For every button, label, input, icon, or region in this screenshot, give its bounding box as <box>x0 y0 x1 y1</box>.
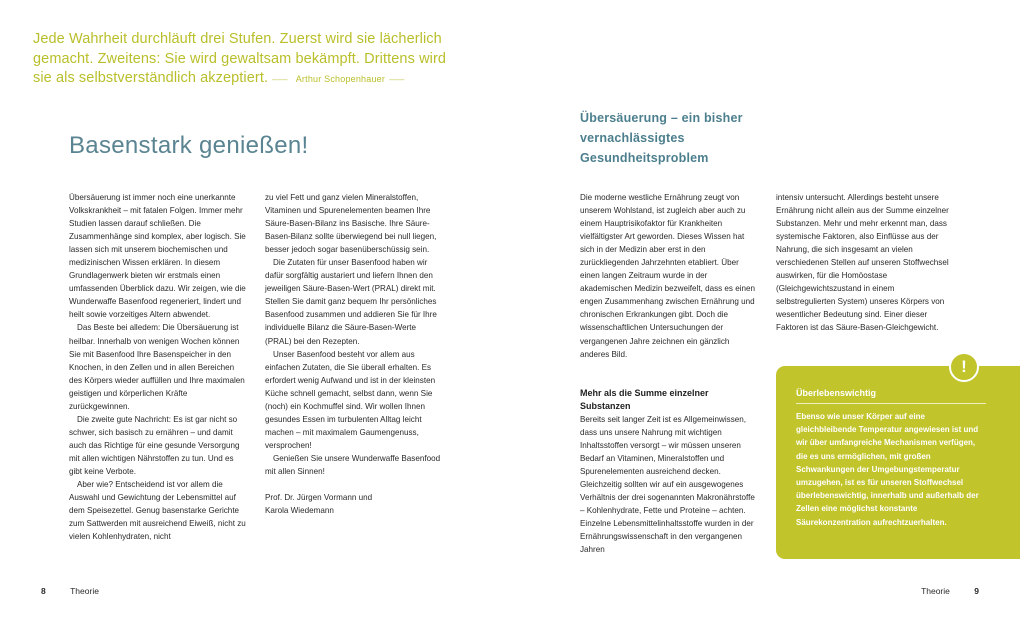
paragraph: Die Zutaten für unser Basenfood haben wir dafür sorgfältig austariert und liefern Ihnen den jeweiligen Säure-Basen-Wert (PRAL) direkt mit. Stellen Sie damit ganz bequem Ihr persönliches Basenfood zusammen und addieren Sie für Ihre individuelle Bilanz die Säure-Basen-Werte (PRAL) bei den Rezepten. <box>265 258 437 346</box>
footer-left <box>41 586 99 596</box>
right-column-1 <box>580 191 758 361</box>
info-box-text: Ebenso wie unser Körper auf eine gleichbleibende Temperatur angewiesen ist und wir über umfangreiche Mechanismen verfügen, die es uns ermöglichen, mit großen Schwankungen der Umgebungstemperatur umzugehen, ist es für unseren Stoffwechsel überlebenswichtig, innerhalb und außerhalb der Zellen eine möglichst konstante Säurekonzentration aufrechtzuerhalten. <box>796 412 979 527</box>
quote-dash-right: ––– <box>389 74 405 84</box>
quote-author: Arthur Schopenhauer <box>295 74 386 84</box>
paragraph: Die zweite gute Nachricht: Es ist gar nicht so schwer, sich basisch zu ernähren – und damit auch das Richtige für eine gesunde Versorgung mit allen wichtigen Nährstoffen zu tun. Und es gibt keine Verbote. <box>69 414 240 476</box>
right-column-2 <box>776 191 954 335</box>
page-number-left: 8 <box>41 586 46 596</box>
paragraph: Aber wie? Entscheidend ist vor allem die Auswahl und Gewichtung der Lebensmittel auf dem Speisezettel. Genug basenstarke Gerichte zum Sattwerden mit ausreichend Eiweiß, nicht zu vielen Kohlenhydraten, nicht <box>69 480 246 542</box>
paragraph: Die moderne westliche Ernährung zeugt von unserem Wohlstand, ist zugleich aber auch zu einem Hauptrisikofaktor für Krankheiten vielfältigster Art geworden. Dieses Wissen hat sich in der Medizin aber erst in den zurückliegenden Jahrzehnten etabliert. Über einen langen Zeitraum wurde in der akademischen Medizin bezweifelt, dass es einen engen Zusammenhang zwischen Ernährung und chronischen Erkrankungen gibt. Doch die wissenschaftlichen Untersuchungen der vergangenen Jahre zeichnen ein gänzlich anderes Bild. <box>580 193 756 359</box>
info-box-content <box>796 388 986 529</box>
paragraph: Bereits seit langer Zeit ist es Allgemeinwissen, dass uns unsere Nahrung mit wichtigen Inhaltsstoffen versorgt – wir müssen unseren Bedarf an Vitaminen, Mineralstoffen und Spurenelementen ausreichend decken. Gleichzeitig sollten wir auf ein ausgewogenes Verhältnis der drei sogenannten Makronährstoffe – Kohlenhydrate, Fette und Proteine – achten. Einzelne Lebensmittelinhaltsstoffe wurden in der Ernährungswissenschaft in den vergangenen Jahren <box>580 415 755 555</box>
paragraph: Übersäuerung ist immer noch eine unerkannte Volkskrankheit – mit fatalen Folgen. Immer mehr Studien lassen darauf schließen. Die Zusammenhänge sind komplex, aber logisch. Sie lassen sich mit unserem biochemischen und medizinischen Wissen erklären. In diesem Grundlagenwerk bieten wir erstmals einen umfassenden Überblick dazu. Wir zeigen, wie die Wunderwaffe Basenfood regeneriert, lindert und heilt sowie vorzeitiges Altern abwendet. <box>69 193 246 320</box>
quote-dash-left: ––– <box>272 74 288 84</box>
section-subhead: Übersäuerung – ein bisher vernachlässigtes Gesundheitsproblem <box>580 111 743 165</box>
page-number-right: 9 <box>974 586 979 596</box>
paragraph: intensiv untersucht. Allerdings besteht unsere Ernährung nicht allein aus der Summe einzelner Substanzen. Mehr und mehr erkennt man, dass systemische Faktoren, also Einflüsse aus der Nahrung, die sich insgesamt an vielen verschiedenen Stellen auf unseren Stoffwechsel auswirken, für die Homöostase (Gleichgewichtszustand in einem selbstregulierten System) unseres Körpers von wesentlicher Bedeutung sind. Einer dieser Faktoren ist das Säure-Basen-Gleichgewicht. <box>776 193 949 333</box>
epigraph-quote <box>33 30 453 90</box>
left-column-2 <box>265 191 443 517</box>
paragraph: Unser Basenfood besteht vor allem aus einfachen Zutaten, die Sie überall erhalten. Es erfordert wenig Aufwand und ist in der kleinsten Küche schnell gemacht, selbst dann, wenn Sie (noch) ein Kochmuffel sind. Wir wollen Ihnen gesundes Essen im turbulenten Alltag leicht machen – mit maximalem Gaumengenuss, versprochen! <box>265 349 436 450</box>
paragraph: Genießen Sie unsere Wunderwaffe Basenfood mit allen Sinnen! <box>265 453 441 476</box>
info-box <box>776 366 1020 559</box>
left-column-1 <box>69 191 247 543</box>
info-box-title: Überlebenswichtig <box>796 388 986 404</box>
signature-line-2: Karola Wiedemann <box>265 506 334 516</box>
exclamation-icon: ! <box>949 352 979 382</box>
footer-section-right: Theorie <box>921 586 950 596</box>
right-column-1-lower <box>580 387 758 557</box>
paragraph: Das Beste bei alledem: Die Übersäuerung ist heilbar. Innerhalb von wenigen Wochen können Sie mit Basenfood Ihre Basenspeicher in den Knochen, in den Zellen und in allen Bereichen des Körpers wieder auffüllen und Ihre maximalen geistigen und körperlichen Kräfte zurückgewinnen. <box>69 323 245 411</box>
footer-section-left: Theorie <box>70 586 99 596</box>
quote-text: Jede Wahrheit durchläuft drei Stufen. Zuerst wird sie lächerlich gemacht. Zweitens: Sie wird gewaltsam bekämpft. Drittens wird sie als selbstverständlich akzeptiert. <box>33 31 447 86</box>
signature-line-1: Prof. Dr. Jürgen Vormann und <box>265 493 373 503</box>
page-title: Basenstark genießen! <box>69 132 309 160</box>
footer-right <box>921 586 979 596</box>
paragraph: zu viel Fett und ganz vielen Mineralstoffen, Vitaminen und Spurenelementen beamen Ihre Säure-Basen-Bilanz ins Basische. Ihre Säure-Basen-Bilanz sollte überwiegend bei null liegen, besser jedoch sogar basenüberschüssig sein. <box>265 193 437 255</box>
subheading: Mehr als die Summe einzelner Substanzen <box>580 388 709 411</box>
